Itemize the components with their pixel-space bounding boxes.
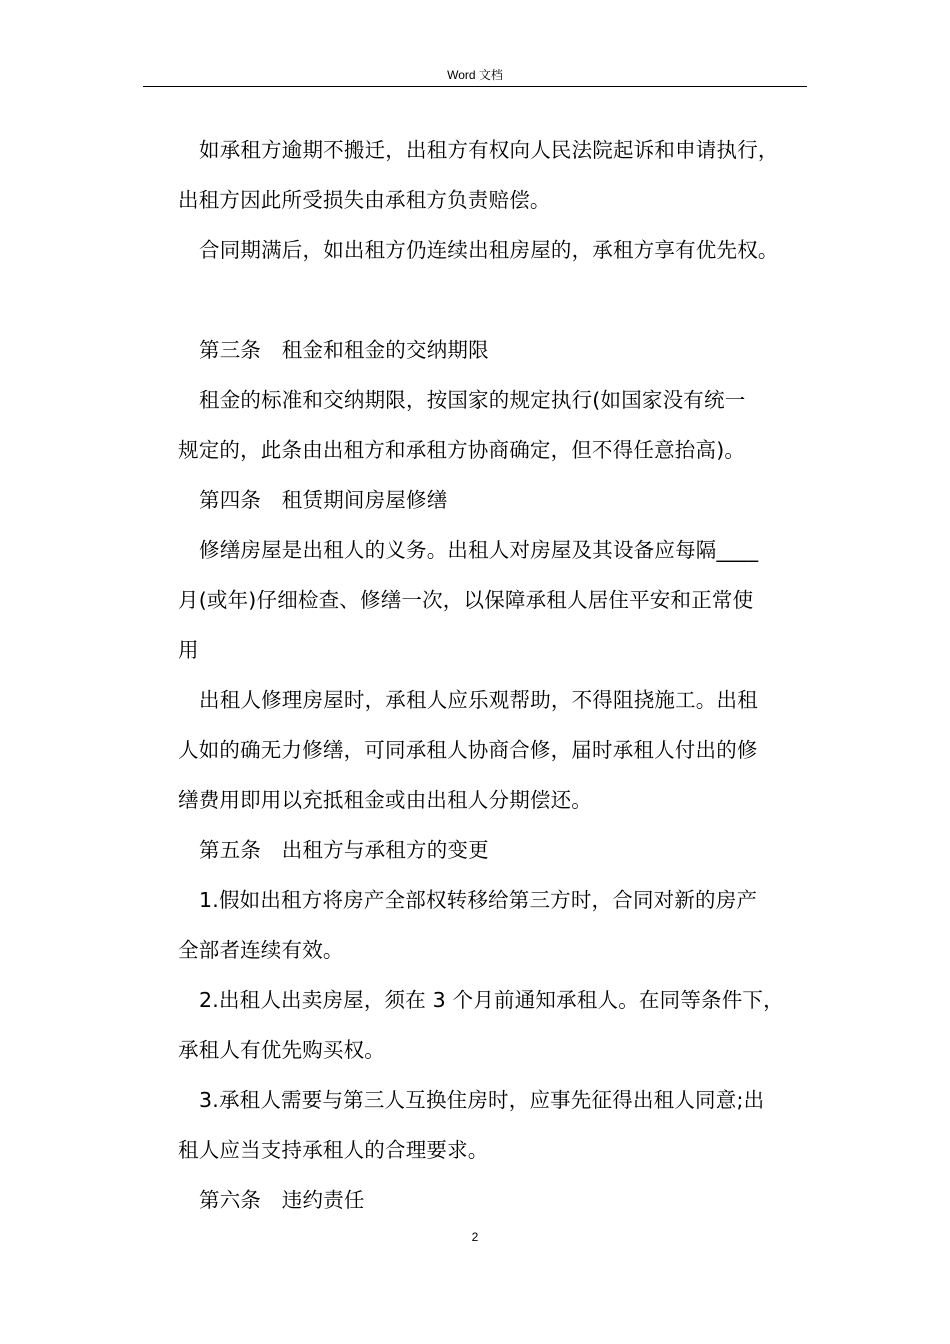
paragraph-line: 如承租方逾期不搬迁，出租方有权向人民法院起诉和申请执行，: [199, 138, 779, 162]
paragraph-line: 规定的，此条由出租方和承租方协商确定，但不得任意抬高)。: [178, 438, 746, 462]
paragraph-line: 1.假如出租方将房产全部权转移给第三方时，合同对新的房产: [199, 888, 758, 912]
paragraph-line: 全部者连续有效。: [178, 938, 344, 962]
section-heading: 第六条 违约责任: [199, 1188, 365, 1212]
section-heading: 第五条 出租方与承租方的变更: [199, 838, 489, 862]
paragraph-line: 月(或年)仔细检查、修缮一次，以保障承租人居住平安和正常使: [178, 588, 754, 612]
paragraph-line: 承租人有优先购买权。: [178, 1038, 385, 1062]
paragraph-line: 租人应当支持承租人的合理要求。: [178, 1138, 489, 1162]
paragraph-line: 出租方因此所受损失由承租方负责赔偿。: [178, 188, 551, 212]
section-heading: 第三条 租金和租金的交纳期限: [199, 338, 489, 362]
paragraph-line: 修缮房屋是出租人的义务。出租人对房屋及其设备应每隔____: [199, 538, 759, 562]
paragraph-line: 合同期满后，如出租方仍连续出租房屋的，承租方享有优先权。: [199, 238, 779, 262]
page-header: Word 文档: [447, 68, 503, 82]
page-number: 2: [471, 1230, 479, 1244]
paragraph-line: 2.出租人出卖房屋，须在 3 个月前通知承租人。在同等条件下，: [199, 988, 784, 1012]
paragraph-line: 租金的标准和交纳期限，按国家的规定执行(如国家没有统一: [199, 388, 746, 412]
paragraph-line: 人如的确无力修缮，可同承租人协商合修，届时承租人付出的修: [178, 738, 758, 762]
paragraph-line: 出租人修理房屋时，承租人应乐观帮助，不得阻挠施工。出租: [199, 688, 758, 712]
header-rule: [143, 86, 807, 87]
paragraph-line: 3.承租人需要与第三人互换住房时，应事先征得出租人同意;出: [199, 1088, 765, 1112]
section-heading: 第四条 租赁期间房屋修缮: [199, 488, 448, 512]
paragraph-line: 缮费用即用以充抵租金或由出租人分期偿还。: [178, 788, 592, 812]
paragraph-line: 用: [178, 638, 199, 662]
